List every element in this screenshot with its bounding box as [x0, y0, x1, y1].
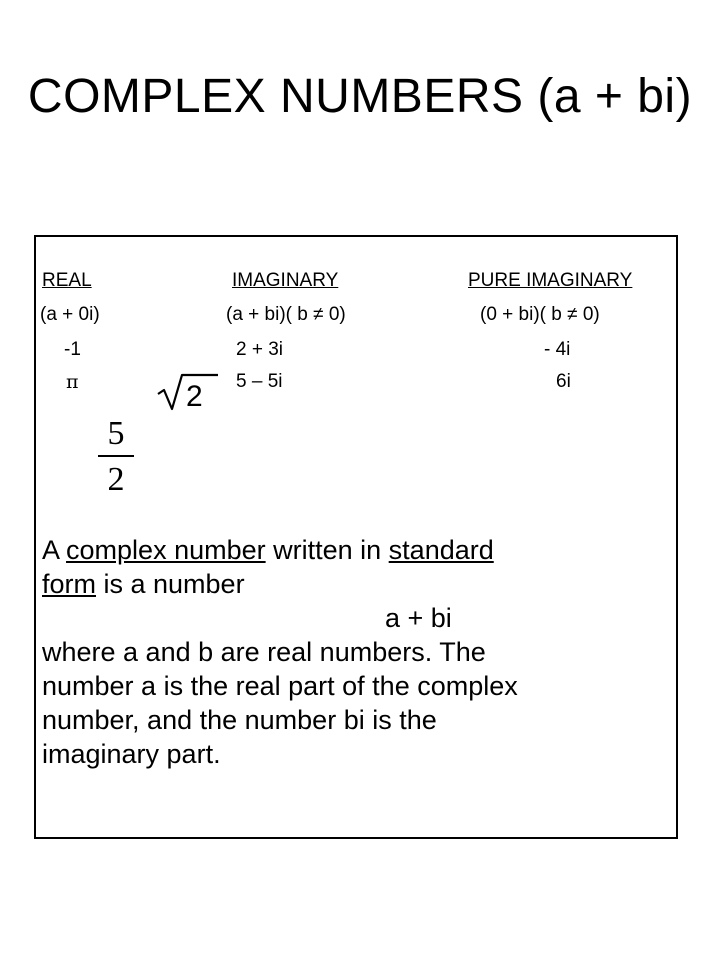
- square-root-symbol: [156, 372, 220, 412]
- term-complex-number: complex number: [66, 535, 266, 565]
- form-real: (a + 0i): [40, 304, 100, 325]
- real-example-pi: π: [66, 371, 79, 393]
- definition-line-1: A complex number written in standard: [42, 535, 494, 565]
- standard-form-formula: a + bi: [385, 603, 452, 633]
- page-title: COMPLEX NUMBERS (a + bi): [27, 70, 693, 123]
- fraction-five-halves: [98, 415, 134, 499]
- term-standard: standard: [388, 535, 494, 565]
- definition-line-7: imaginary part.: [42, 739, 221, 769]
- real-example-1: -1: [64, 339, 81, 360]
- definition-line-5: number a is the real part of the complex: [42, 671, 518, 701]
- pure-example-2: 6i: [556, 371, 571, 392]
- header-imaginary: IMAGINARY: [232, 270, 339, 291]
- header-real: REAL: [42, 270, 92, 291]
- definition-line-2: form is a number: [42, 569, 245, 599]
- fraction-bar: [98, 455, 134, 457]
- pure-example-1: - 4i: [544, 339, 571, 360]
- imaginary-example-1: 2 + 3i: [236, 339, 284, 360]
- fraction-denominator: 2: [107, 461, 125, 498]
- form-imaginary: (a + bi)( b ≠ 0): [226, 304, 346, 325]
- form-pure-imaginary: (0 + bi)( b ≠ 0): [480, 304, 600, 325]
- definition-line-6: number, and the number bi is the: [42, 705, 437, 735]
- fraction-numerator: 5: [107, 415, 125, 452]
- imaginary-example-2: 5 – 5i: [236, 371, 283, 392]
- definition-paragraph: [42, 533, 672, 771]
- term-form: form: [42, 569, 96, 599]
- header-pure-imaginary: PURE IMAGINARY: [468, 270, 633, 291]
- definition-box: [34, 235, 678, 839]
- definition-line-4: where a and b are real numbers. The: [42, 637, 486, 667]
- sqrt-radicand: 2: [186, 380, 203, 412]
